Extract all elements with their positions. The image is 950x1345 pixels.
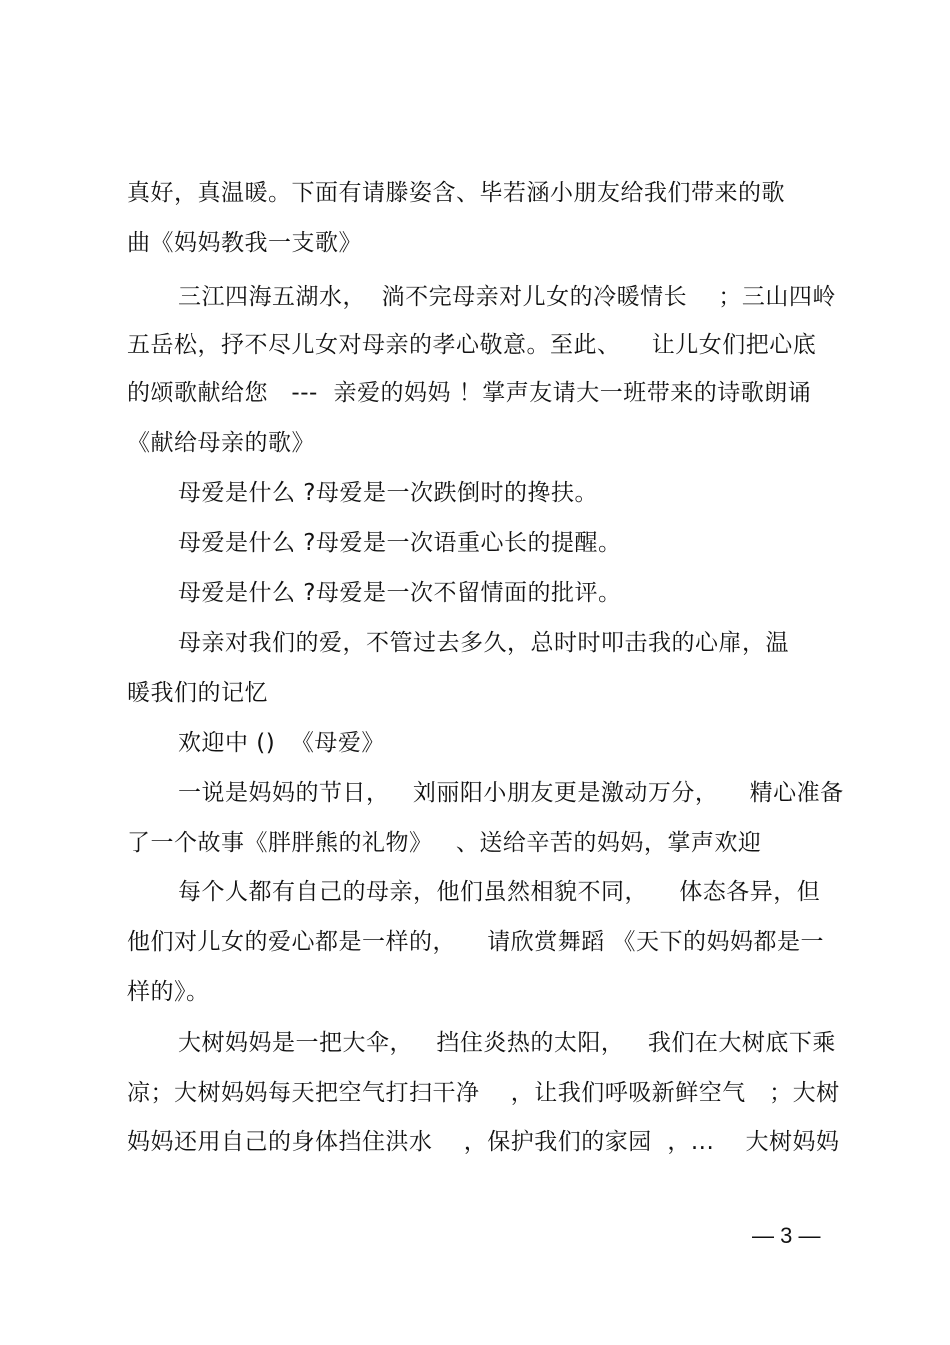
- text-line: 三江四海五湖水， 淌不完母亲对儿女的冷暖情长 ；三山四岭: [178, 284, 836, 310]
- text-line: 欢迎中 () 《母爱》: [178, 730, 385, 756]
- page-number: — 3 —: [752, 1223, 821, 1248]
- text-line: 母爱是什么 ?母爱是一次跌倒时的搀扶。: [178, 480, 599, 506]
- text-line: 五岳松，抒不尽儿女对母亲的孝心敬意。至此、 让儿女们把心底: [127, 332, 817, 358]
- text-line: 大树妈妈是一把大伞， 挡住炎热的太阳， 我们在大树底下乘: [178, 1030, 836, 1056]
- text-line: 真好，真温暖。下面有请滕姿含、毕若涵小朋友给我们带来的歌: [127, 180, 785, 206]
- text-line: 一说是妈妈的节日， 刘丽阳小朋友更是激动万分， 精心准备: [178, 780, 844, 806]
- text-line: 母亲对我们的爱，不管过去多久，总时时叩击我的心扉，温: [178, 630, 789, 656]
- text-line: 他们对儿女的爱心都是一样的， 请欣赏舞蹈 《天下的妈妈都是一: [127, 929, 825, 955]
- text-line: 母爱是什么 ?母爱是一次不留情面的批评。: [178, 580, 622, 606]
- text-line: 的颂歌献给您 --- 亲爱的妈妈 ！掌声友请大一班带来的诗歌朗诵: [127, 380, 812, 406]
- text-line: 样的》。: [127, 979, 210, 1005]
- text-line: 凉；大树妈妈每天把空气打扫干净 ，让我们呼吸新鲜空气 ；大树: [127, 1080, 840, 1106]
- text-line: 妈妈还用自己的身体挡住洪水 ，保护我们的家园 ，... 大树妈妈: [127, 1129, 840, 1155]
- text-line: 《献给母亲的歌》: [127, 430, 315, 456]
- text-line: 了一个故事《胖胖熊的礼物》 、送给辛苦的妈妈，掌声欢迎: [127, 830, 762, 856]
- text-line: 暖我们的记忆: [127, 680, 268, 706]
- text-line: 曲《妈妈教我一支歌》: [127, 230, 362, 256]
- text-line: 每个人都有自己的母亲，他们虽然相貌不同， 体态各异，但: [178, 879, 821, 905]
- text-line: 母爱是什么 ?母爱是一次语重心长的提醒。: [178, 530, 622, 556]
